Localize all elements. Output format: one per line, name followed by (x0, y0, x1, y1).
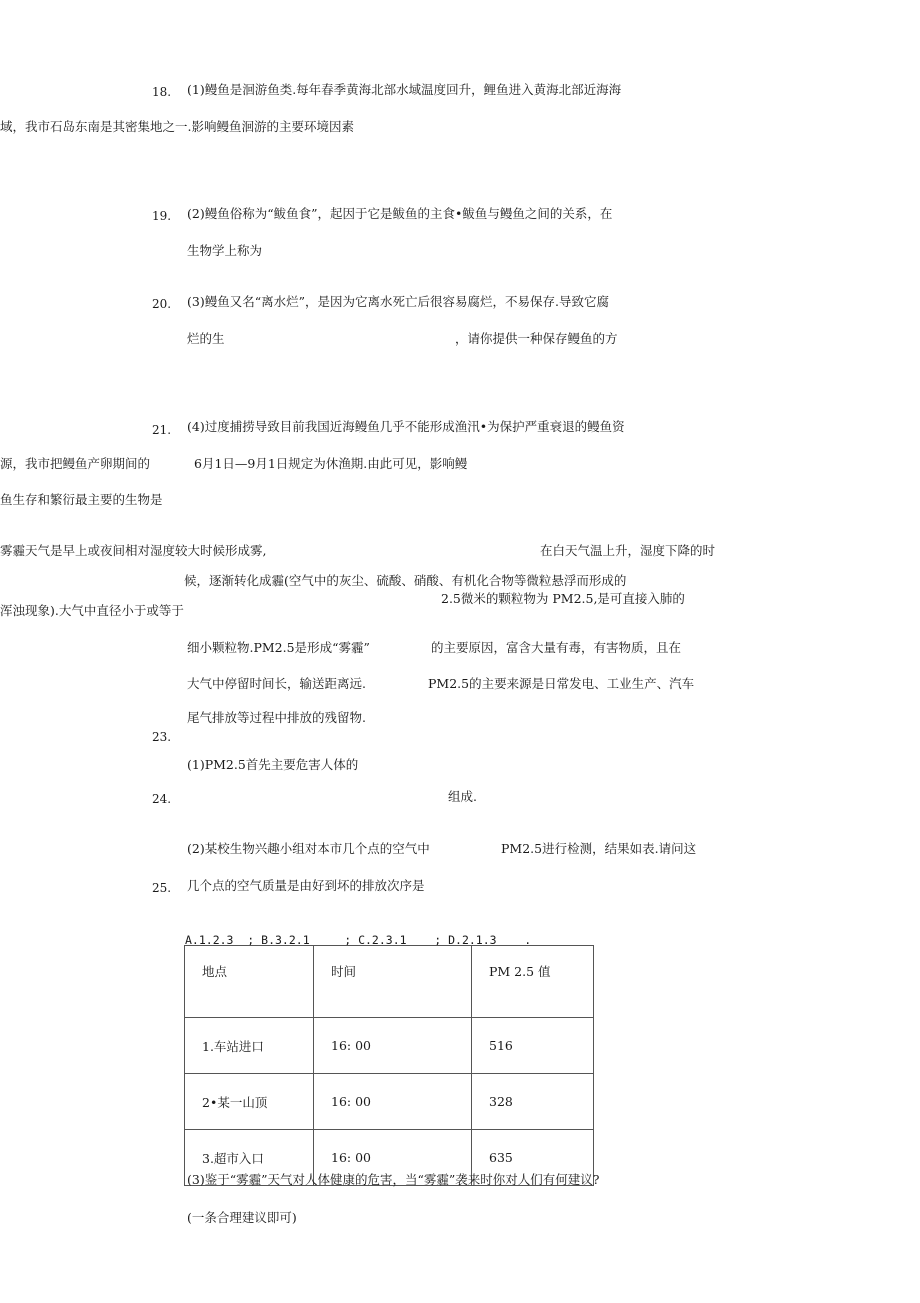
header-time: 时间 (314, 946, 472, 1018)
cell-time: 16: 00 (314, 1130, 472, 1186)
table-header-row (185, 946, 594, 1018)
q19-line1: (2)鳗鱼俗称为“鲅鱼食”，起因于它是鲅鱼的主食•鲅鱼与鳗鱼之间的关系，在 (187, 206, 613, 221)
header-pm25: PM 2.5 值 (472, 946, 594, 1018)
q18-line1: (1)鳗鱼是洄游鱼类.每年春季黄海北部水域温度回升，鲤鱼进入黄海北部近海海 (187, 82, 622, 97)
passage-line5-end: PM2.5的主要来源是日常发电、工业生产、汽车 (428, 676, 695, 691)
passage-line3-start: 浑浊现象).大气中直径小于或等于 (0, 603, 184, 618)
q21-line2-start: 源，我市把鳗鱼产卵期间的 (0, 456, 151, 471)
passage-line2: 候，逐渐转化成霾(空气中的灰尘、硫酸、硝酸、有机化合物等微粒悬浮而形成的 (184, 573, 627, 588)
passage-line1-start: 雾霾天气是早上或夜间相对湿度较大时候形成雾, (0, 543, 267, 558)
q23-line1: (1)PM2.5首先主要危害人体的 (187, 757, 359, 772)
passage-line1-end: 在白天气温上升，湿度下降的时 (540, 543, 716, 558)
question-number-23: 23. (152, 730, 172, 744)
passage-line3-end: 2.5微米的颗粒物为 PM2.5,是可直接入肺的 (441, 591, 685, 606)
pm25-table (184, 945, 594, 1186)
q20-line2-start: 烂的生 (187, 331, 225, 346)
question-number-24: 24. (152, 792, 172, 806)
q20-line2-end: ，请你提供一种保存鳗鱼的方 (455, 331, 618, 346)
cell-pm25: 635 (472, 1130, 594, 1186)
question-number-21: 21. (152, 423, 172, 437)
cell-time: 16: 00 (314, 1074, 472, 1130)
passage-line4-end: 的主要原因，富含大量有毒，有害物质，且在 (431, 640, 682, 655)
q19-line2: 生物学上称为 (187, 243, 263, 258)
q21-line1: (4)过度捕捞导致目前我国近海鳗鱼几乎不能形成渔汛•为保护严重衰退的鳗鱼资 (187, 419, 625, 434)
q25-line1-start: (2)某校生物兴趣小组对本市几个点的空气中 (187, 841, 430, 856)
q21-line2-end: 6月1日—9月1日规定为休渔期.由此可见，影响鳗 (194, 456, 468, 471)
question-number-18: 18. (152, 85, 172, 99)
question-number-20: 20. (152, 297, 172, 311)
header-location: 地点 (185, 946, 314, 1018)
table-row (185, 1074, 594, 1130)
q20-line1: (3)鳗鱼又名“离水烂”，是因为它离水死亡后很容易腐烂，不易保存.导致它腐 (187, 294, 609, 309)
cell-location: 1.车站进口 (185, 1018, 314, 1074)
cell-pm25: 516 (472, 1018, 594, 1074)
passage-line4-start: 细小颗粒物.PM2.5是形成“雾霾” (187, 640, 370, 655)
passage-line5-start: 大气中停留时间长，输送距离远. (187, 676, 366, 691)
q26-line1: (3)鉴于“雾霾”天气对人体健康的危害，当“雾霾”袭来时你对人们有何建议? (187, 1172, 600, 1187)
q25-line2: 几个点的空气质量是由好到坏的排放次序是 (187, 878, 425, 893)
cell-time: 16: 00 (314, 1018, 472, 1074)
cell-pm25: 328 (472, 1074, 594, 1130)
q18-line2: 域，我市石岛东南是其密集地之一.影响鳗鱼洄游的主要环境因素 (0, 119, 354, 134)
q21-line3: 鱼生存和繁衍最主要的生物是 (0, 492, 163, 507)
q25-line1-end: PM2.5进行检测，结果如表.请问这 (501, 841, 697, 856)
passage-line6: 尾气排放等过程中排放的残留物. (187, 710, 366, 725)
q26-line2: (一条合理建议即可) (187, 1210, 297, 1225)
question-number-19: 19. (152, 209, 172, 223)
answer-options: A.1.2.3 ; B.3.2.1 ; C.2.3.1 ; D.2.1.3 . (185, 933, 532, 947)
question-number-25: 25. (152, 881, 172, 895)
cell-location: 2•某一山顶 (185, 1074, 314, 1130)
cell-location: 3.超市入口 (185, 1130, 314, 1186)
table-row (185, 1018, 594, 1074)
q24-tail: 组成. (448, 789, 477, 804)
